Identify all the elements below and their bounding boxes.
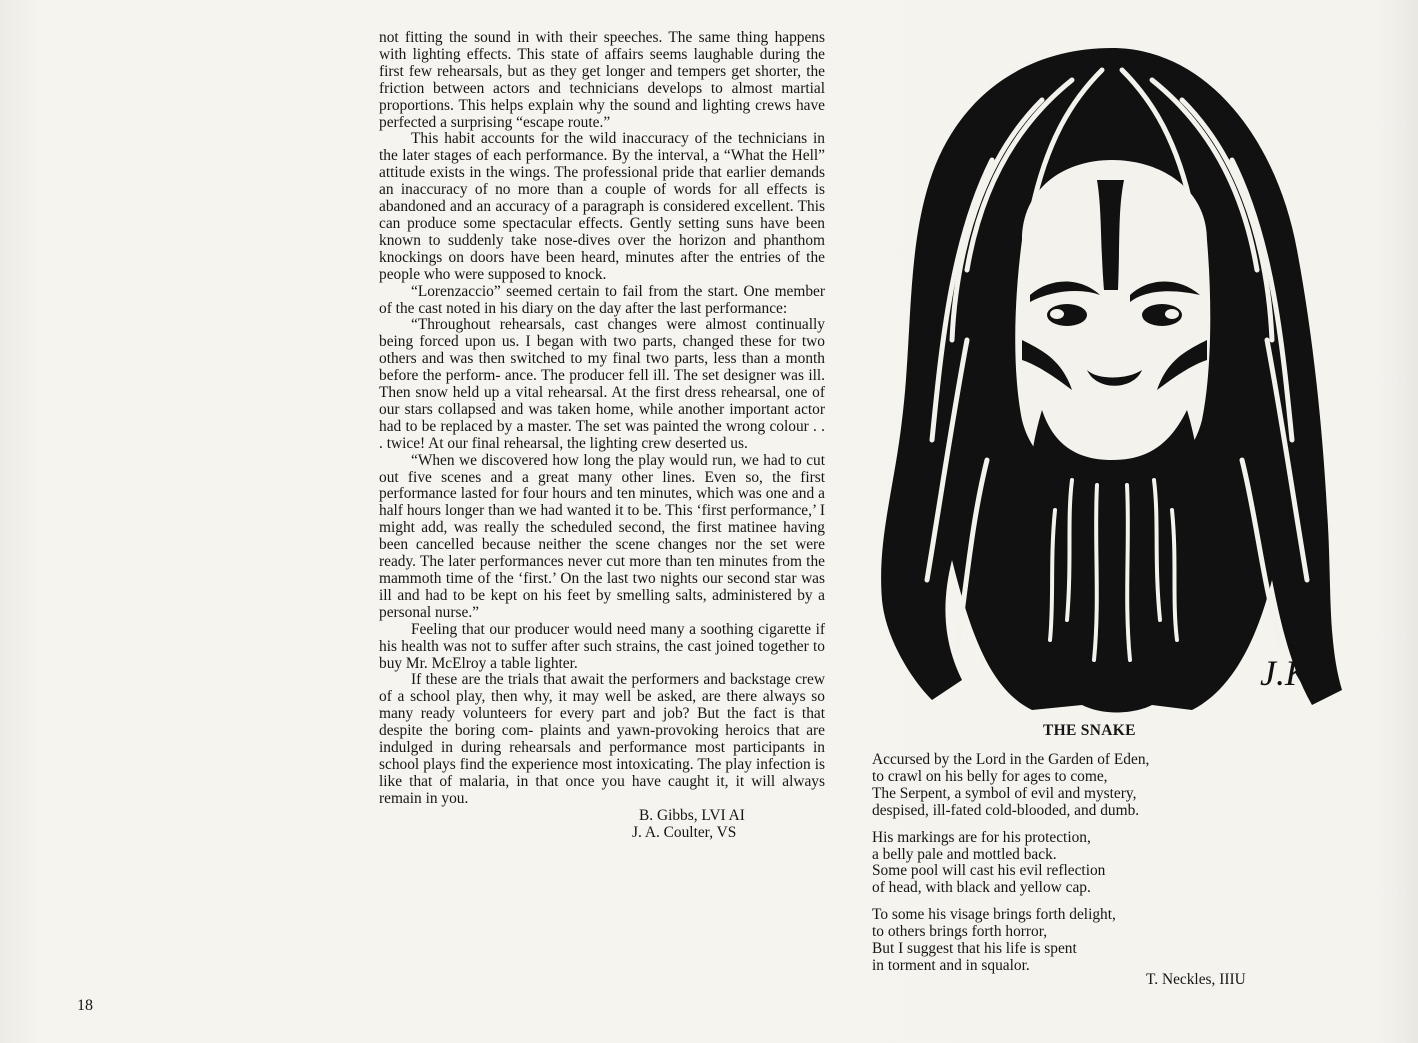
- poem-line: Some pool will cast his evil reflection: [872, 862, 1106, 880]
- poem-line: His markings are for his protection,: [872, 828, 1091, 846]
- poem-line: The Serpent, a symbol of evil and mystery,: [872, 784, 1137, 802]
- page-number: 18: [77, 997, 93, 1014]
- article-paragraph: “Throughout rehearsals, cast changes were almost continually being forced upon us. I began with two parts, changed these for two others and was then switched to my final two parts, less than a month before the perform- ance. The producer fell ill. The set designer was ill. Then snow held up a vital rehearsal. At the first dress rehearsal, one of our stars collapsed and was taken home, while another important actor had to be replaced by a master. The set was painted the wrong colour . . . twice! At our final rehearsal, the lighting crew deserted us.: [379, 316, 825, 452]
- article-paragraph: This habit accounts for the wild inaccuracy of the technicians in the later stages of each performance. By the interval, a “What the Hell” attitude exists in the wings. The professional pride that earlier demands an inaccuracy of no more than a couple of words for all effects is abandoned and an accuracy of a paragraph is considered excellent. This can produce some spectacular effects. Gently setting suns have been known to suddenly take nose-dives over the horizon and phanthom knockings on doors have been heard, minutes after the entries of the people who were supposed to knock.: [379, 130, 825, 283]
- poem-stanza: [872, 907, 1292, 975]
- poem-line: of head, with black and yellow cap.: [872, 879, 1091, 897]
- poem-line: to crawl on his belly for ages to come,: [872, 767, 1108, 785]
- article-signature: [379, 808, 825, 842]
- poem-line: to others brings forth horror,: [872, 923, 1048, 941]
- article-paragraph: not fitting the sound in with their speeches. The same thing happens with lighting effects. This state of affairs seems laughable during the first few rehearsals, but as they get longer and tempers get shorter, the friction between actors and technicians develops to almost martial proportions. This helps explain why the sound and lighting crews have perfected a surprising “escape route.”: [379, 29, 825, 131]
- article-column: [379, 30, 825, 842]
- poem-stanza: [872, 752, 1292, 820]
- article-author: J. A. Coulter, VS: [632, 823, 737, 841]
- poem-line: Accursed by the Lord in the Garden of Eden,: [872, 751, 1150, 768]
- article-paragraph: “When we discovered how long the play would run, we had to cut out five scenes and a great many other lines. Even so, the first performance lasted for four hours and ten minutes, which was one and a half hours longer than we had wanted it to be. This ‘first performance,’ I might add, was really the scheduled second, the first matinee having been cancelled because neither the scene changes nor the set were ready. The later performances never cut more than ten minutes from the mammoth time of the ‘first.’ On the last two nights our second star was ill and had to be kept on his feet by smelling salts, administered by a personal nurse.”: [379, 451, 825, 621]
- poem-author: T. Neckles, IIIU: [1146, 971, 1246, 988]
- poem-line: But I suggest that his life is spent: [872, 940, 1077, 958]
- poem-line: despised, ill-fated cold-blooded, and dumb.: [872, 801, 1140, 819]
- poem-body: [872, 752, 1292, 985]
- poem-title: THE SNAKE: [1043, 722, 1136, 739]
- article-paragraph: If these are the trials that await the performers and backstage crew of a school play, then why, it may well be asked, are there always so many ready volunteers for every part and job? But the fact is that despite the boring com- plaints and yawn-provoking heroics that are indulged in during rehearsals and performance most participants in school plays find the experience most intoxicating. The play infection is like that of malaria, in that once you have caught it, it will always remain in you.: [379, 671, 825, 807]
- poem-line: a belly pale and mottled back.: [872, 845, 1057, 863]
- poem-line: in torment and in squalor.: [872, 956, 1030, 974]
- poem-stanza: [872, 830, 1292, 898]
- poem-line: To some his visage brings forth delight,: [872, 906, 1116, 924]
- artist-signature: J.K.: [1260, 653, 1318, 693]
- article-paragraph: Feeling that our producer would need many a soothing cigarette if his health was not to suffer after such strains, the cast joined together to buy Mr. McElroy a table lighter.: [379, 620, 825, 672]
- article-author: B. Gibbs, LVI AI: [639, 806, 745, 824]
- bearded-face-linocut-illustration: [872, 40, 1352, 720]
- article-paragraph: “Lorenzaccio” seemed certain to fail from the start. One member of the cast noted in his diary on the day after the last performance:: [379, 282, 825, 317]
